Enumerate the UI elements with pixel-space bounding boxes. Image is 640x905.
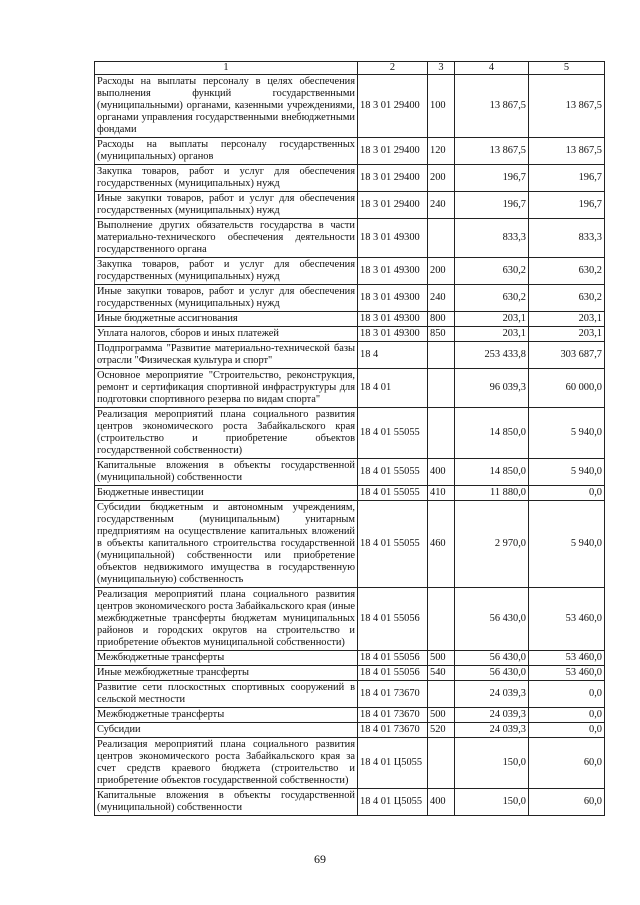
- row-expense-type-cell: 100: [428, 75, 455, 138]
- row-expense-type-cell: [428, 588, 455, 651]
- row-code-cell: 18 3 01 49300: [358, 258, 428, 285]
- row-code-cell: 18 4 01 73670: [358, 708, 428, 723]
- row-expense-type-cell: 200: [428, 165, 455, 192]
- row-code-cell: 18 3 01 49300: [358, 312, 428, 327]
- row-code-cell: 18 3 01 49300: [358, 285, 428, 312]
- row-expense-type-cell: [428, 219, 455, 258]
- row-code-cell: 18 4: [358, 342, 428, 369]
- column-header-name: 1: [95, 62, 358, 75]
- row-code-cell: 18 4 01 73670: [358, 681, 428, 708]
- row-code-cell: 18 3 01 29400: [358, 75, 428, 138]
- row-amount-2-cell: 53 460,0: [529, 666, 605, 681]
- row-expense-type-cell: 410: [428, 486, 455, 501]
- row-amount-1-cell: 196,7: [455, 165, 529, 192]
- table-row: [95, 75, 605, 138]
- column-header-amount-1: 4: [455, 62, 529, 75]
- row-amount-2-cell: 60 000,0: [529, 369, 605, 408]
- row-amount-2-cell: 60,0: [529, 789, 605, 816]
- row-amount-2-cell: 203,1: [529, 312, 605, 327]
- column-header-amount-2: 5: [529, 62, 605, 75]
- row-amount-2-cell: 196,7: [529, 192, 605, 219]
- row-amount-1-cell: 833,3: [455, 219, 529, 258]
- row-code-cell: 18 3 01 49300: [358, 327, 428, 342]
- row-name-cell: Реализация мероприятий плана социального развития центров экономического роста Забайкальского края за счет средств краевого бюджета (строительство и приобретение объектов государственной собственности): [95, 738, 358, 789]
- row-expense-type-cell: [428, 738, 455, 789]
- table-row: [95, 459, 605, 486]
- row-code-cell: 18 4 01 55056: [358, 666, 428, 681]
- row-name-cell: Расходы на выплаты персоналу государственных (муниципальных) органов: [95, 138, 358, 165]
- row-expense-type-cell: 120: [428, 138, 455, 165]
- row-expense-type-cell: [428, 681, 455, 708]
- row-amount-2-cell: 5 940,0: [529, 501, 605, 588]
- row-amount-2-cell: 53 460,0: [529, 588, 605, 651]
- row-amount-1-cell: 13 867,5: [455, 138, 529, 165]
- row-name-cell: Капитальные вложения в объекты государственной (муниципальной) собственности: [95, 459, 358, 486]
- row-amount-2-cell: 0,0: [529, 708, 605, 723]
- row-code-cell: 18 4 01 55055: [358, 408, 428, 459]
- row-amount-1-cell: 13 867,5: [455, 75, 529, 138]
- table-row: [95, 486, 605, 501]
- table-row: [95, 285, 605, 312]
- row-amount-2-cell: 0,0: [529, 486, 605, 501]
- row-code-cell: 18 4 01 55055: [358, 501, 428, 588]
- row-amount-2-cell: 630,2: [529, 285, 605, 312]
- row-amount-1-cell: 203,1: [455, 327, 529, 342]
- row-code-cell: 18 4 01 55055: [358, 459, 428, 486]
- table-row: [95, 708, 605, 723]
- row-amount-2-cell: 0,0: [529, 723, 605, 738]
- row-code-cell: 18 4 01 Ц5055: [358, 789, 428, 816]
- row-code-cell: 18 3 01 29400: [358, 138, 428, 165]
- table-row: [95, 219, 605, 258]
- row-name-cell: Реализация мероприятий плана социального развития центров экономического роста Забайкальского края (строительство и приобретение объектов государственной собственности): [95, 408, 358, 459]
- row-expense-type-cell: 240: [428, 285, 455, 312]
- row-amount-1-cell: 630,2: [455, 285, 529, 312]
- row-code-cell: 18 3 01 29400: [358, 192, 428, 219]
- table-body: [95, 75, 605, 816]
- row-name-cell: Выполнение других обязательств государства в части материально-технического обеспечения деятельности государственного органа: [95, 219, 358, 258]
- row-amount-1-cell: 11 880,0: [455, 486, 529, 501]
- row-amount-1-cell: 14 850,0: [455, 408, 529, 459]
- row-amount-1-cell: 196,7: [455, 192, 529, 219]
- table-row: [95, 666, 605, 681]
- row-code-cell: 18 4 01 Ц5055: [358, 738, 428, 789]
- row-expense-type-cell: 850: [428, 327, 455, 342]
- table-row: [95, 789, 605, 816]
- row-amount-1-cell: 56 430,0: [455, 666, 529, 681]
- row-amount-2-cell: 13 867,5: [529, 75, 605, 138]
- table-row: [95, 258, 605, 285]
- row-code-cell: 18 4 01 55056: [358, 651, 428, 666]
- table-row: [95, 408, 605, 459]
- row-expense-type-cell: 400: [428, 459, 455, 486]
- row-name-cell: Межбюджетные трансферты: [95, 651, 358, 666]
- row-name-cell: Капитальные вложения в объекты государственной (муниципальной) собственности: [95, 789, 358, 816]
- table-row: [95, 369, 605, 408]
- row-expense-type-cell: 400: [428, 789, 455, 816]
- row-amount-2-cell: 833,3: [529, 219, 605, 258]
- row-name-cell: Иные межбюджетные трансферты: [95, 666, 358, 681]
- row-expense-type-cell: 240: [428, 192, 455, 219]
- row-expense-type-cell: 540: [428, 666, 455, 681]
- table-row: [95, 327, 605, 342]
- table-row: [95, 651, 605, 666]
- row-name-cell: Закупка товаров, работ и услуг для обеспечения государственных (муниципальных) нужд: [95, 258, 358, 285]
- row-name-cell: Расходы на выплаты персоналу в целях обеспечения выполнения функций государственными (муниципальными) органами, казенными учреждениями, органами управления государственными внебюджетными фондами: [95, 75, 358, 138]
- row-amount-1-cell: 24 039,3: [455, 708, 529, 723]
- table-row: [95, 588, 605, 651]
- row-code-cell: 18 3 01 29400: [358, 165, 428, 192]
- row-amount-1-cell: 150,0: [455, 738, 529, 789]
- row-name-cell: Основное мероприятие "Строительство, реконструкция, ремонт и сертификация спортивной инфраструктуры для подготовки спортивного резерва по видам спорта": [95, 369, 358, 408]
- row-expense-type-cell: 520: [428, 723, 455, 738]
- table-row: [95, 342, 605, 369]
- row-code-cell: 18 4 01: [358, 369, 428, 408]
- row-amount-1-cell: 24 039,3: [455, 681, 529, 708]
- table-header-row: [95, 62, 605, 75]
- row-amount-1-cell: 203,1: [455, 312, 529, 327]
- row-name-cell: Закупка товаров, работ и услуг для обеспечения государственных (муниципальных) нужд: [95, 165, 358, 192]
- row-code-cell: 18 4 01 55055: [358, 486, 428, 501]
- row-name-cell: Развитие сети плоскостных спортивных сооружений в сельской местности: [95, 681, 358, 708]
- row-amount-2-cell: 5 940,0: [529, 459, 605, 486]
- row-amount-2-cell: 60,0: [529, 738, 605, 789]
- table-row: [95, 738, 605, 789]
- column-header-code: 2: [358, 62, 428, 75]
- table-row: [95, 723, 605, 738]
- row-expense-type-cell: [428, 408, 455, 459]
- row-expense-type-cell: [428, 369, 455, 408]
- row-amount-2-cell: 303 687,7: [529, 342, 605, 369]
- row-amount-1-cell: 14 850,0: [455, 459, 529, 486]
- row-expense-type-cell: 500: [428, 708, 455, 723]
- row-amount-1-cell: 2 970,0: [455, 501, 529, 588]
- row-amount-1-cell: 24 039,3: [455, 723, 529, 738]
- row-name-cell: Субсидии: [95, 723, 358, 738]
- table-row: [95, 501, 605, 588]
- budget-table: [94, 61, 605, 816]
- row-amount-1-cell: 56 430,0: [455, 651, 529, 666]
- row-amount-1-cell: 150,0: [455, 789, 529, 816]
- row-amount-2-cell: 196,7: [529, 165, 605, 192]
- table-row: [95, 165, 605, 192]
- row-amount-1-cell: 56 430,0: [455, 588, 529, 651]
- row-expense-type-cell: 460: [428, 501, 455, 588]
- table-row: [95, 312, 605, 327]
- row-expense-type-cell: 500: [428, 651, 455, 666]
- row-amount-1-cell: 253 433,8: [455, 342, 529, 369]
- row-code-cell: 18 4 01 73670: [358, 723, 428, 738]
- row-name-cell: Иные бюджетные ассигнования: [95, 312, 358, 327]
- row-name-cell: Бюджетные инвестиции: [95, 486, 358, 501]
- row-name-cell: Реализация мероприятий плана социального развития центров экономического роста Забайкальского края (иные межбюджетные трансферты бюджетам муниципальных районов и городских округов на строительство и приобретение объектов муниципальной собственности): [95, 588, 358, 651]
- row-name-cell: Иные закупки товаров, работ и услуг для обеспечения государственных (муниципальных) нужд: [95, 285, 358, 312]
- row-expense-type-cell: [428, 342, 455, 369]
- row-name-cell: Межбюджетные трансферты: [95, 708, 358, 723]
- row-amount-2-cell: 53 460,0: [529, 651, 605, 666]
- column-header-expense-type: 3: [428, 62, 455, 75]
- row-code-cell: 18 4 01 55056: [358, 588, 428, 651]
- row-name-cell: Субсидии бюджетным и автономным учреждениям, государственным (муниципальным) унитарным предприятиям на осуществление капитальных вложений в объекты капитального строительства государственной (муниципальной) собственности или приобретение объектов недвижимого имущества в государственную (муниципальную) собственность: [95, 501, 358, 588]
- row-amount-1-cell: 630,2: [455, 258, 529, 285]
- row-amount-2-cell: 630,2: [529, 258, 605, 285]
- row-name-cell: Иные закупки товаров, работ и услуг для обеспечения государственных (муниципальных) нужд: [95, 192, 358, 219]
- row-amount-1-cell: 96 039,3: [455, 369, 529, 408]
- row-amount-2-cell: 203,1: [529, 327, 605, 342]
- row-code-cell: 18 3 01 49300: [358, 219, 428, 258]
- row-name-cell: Подпрограмма "Развитие материально-технической базы отрасли "Физическая культура и спорт": [95, 342, 358, 369]
- row-amount-2-cell: 0,0: [529, 681, 605, 708]
- row-amount-2-cell: 5 940,0: [529, 408, 605, 459]
- row-expense-type-cell: 200: [428, 258, 455, 285]
- table-row: [95, 192, 605, 219]
- row-expense-type-cell: 800: [428, 312, 455, 327]
- row-amount-2-cell: 13 867,5: [529, 138, 605, 165]
- page-number: 69: [314, 852, 326, 866]
- table-row: [95, 138, 605, 165]
- row-name-cell: Уплата налогов, сборов и иных платежей: [95, 327, 358, 342]
- table-row: [95, 681, 605, 708]
